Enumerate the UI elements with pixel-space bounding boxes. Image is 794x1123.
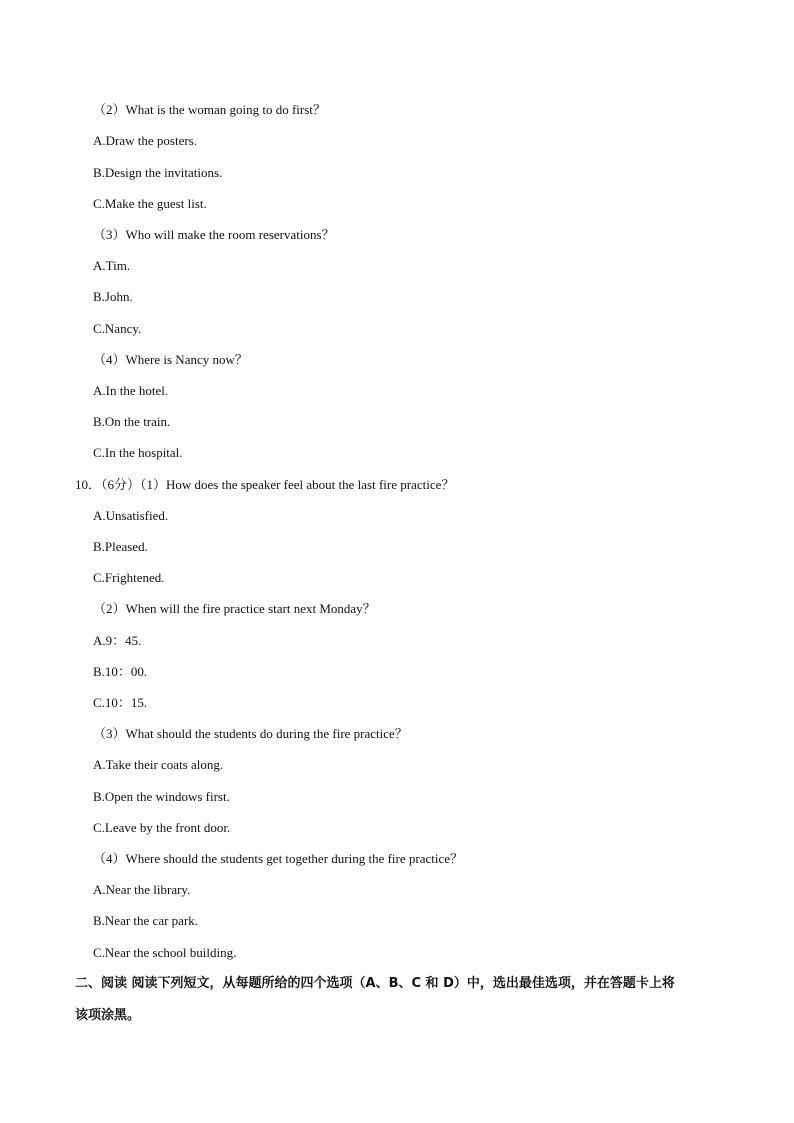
section-reading-heading-line2: 该项涂黑。 [75,1008,141,1023]
q10-sub4-option-b: B.Near the car park. [93,913,199,928]
q10-sub4-question: （4）Where should the students get together during the fire practice？ [93,851,464,866]
q9-sub2-question: （2）What is the woman going to do first？ [93,102,326,117]
q10-sub3-question: （3）What should the students do during the fire practice？ [93,726,408,741]
q9-sub3-option-b: B.John. [93,289,133,304]
q10-sub1-option-b: B.Pleased. [93,539,148,554]
q9-sub3-question: （3）Who will make the room reservations？ [93,227,335,242]
q10-sub1-option-a: A.Unsatisfied. [93,508,169,523]
q10-sub2-option-a: A.9：45. [93,633,142,648]
q10-sub3-option-a: A.Take their coats along. [93,757,224,772]
q9-sub4-option-c: C.In the hospital. [93,445,183,460]
q10-header: 10．（6分）（1）How does the speaker feel about the last fire practice？ [75,477,455,492]
q10-sub2-question: （2）When will the fire practice start next Monday？ [93,601,376,616]
q10-sub1-option-c: C.Frightened. [93,570,165,585]
q9-sub2-option-c: C.Make the guest list. [93,196,207,211]
q9-sub2-option-a: A.Draw the posters. [93,133,197,148]
section-reading-heading-line1: 二、阅读 阅读下列短文，从每题所给的四个选项（A、B、C 和 D）中，选出最佳选项，并在答题卡上将 [75,976,675,991]
q10-sub4-option-c: C.Near the school building. [93,945,237,960]
q9-sub4-option-a: A.In the hotel. [93,383,169,398]
q9-sub4-question: （4）Where is Nancy now？ [93,352,248,367]
q10-sub3-option-b: B.Open the windows first. [93,789,230,804]
q10-sub4-option-a: A.Near the library. [93,882,191,897]
q9-sub2-option-b: B.Design the invitations. [93,165,223,180]
q9-sub4-option-b: B.On the train. [93,414,171,429]
q9-sub3-option-c: C.Nancy. [93,321,142,336]
q10-sub2-option-c: C.10：15. [93,695,148,710]
q9-sub3-option-a: A.Tim. [93,258,131,273]
q10-sub2-option-b: B.10：00. [93,664,148,679]
q10-sub3-option-c: C.Leave by the front door. [93,820,231,835]
